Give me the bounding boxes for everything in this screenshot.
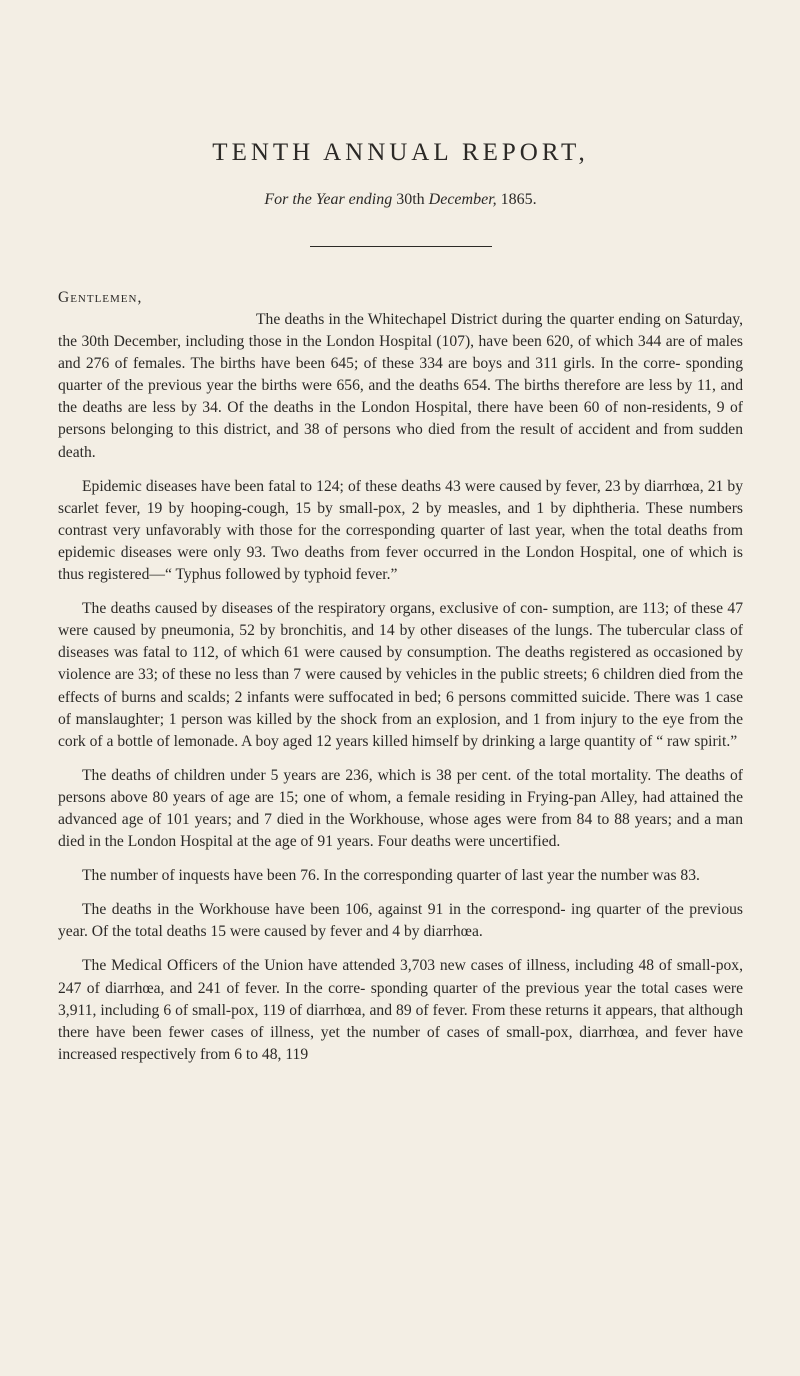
subtitle-year: 1865. (500, 191, 537, 208)
paragraph-respiratory-and-violence: The deaths caused by diseases of the respiratory organs, exclusive of con- sumption, are 113; of these 47 were caused by pneumonia, 52 by bronchitis, and 14 by other diseases of the lungs. The tubercular class of diseases was fatal to 112, of which 61 were caused by consumption. The deaths registered as occasioned by violence are 33; of these no less than 7 were caused by vehicles in the public streets; 6 children died from the effects of burns and scalds; 2 infants were suffocated in bed; 6 persons committed suicide. There was 1 case of manslaughter; 1 person was killed by the shock from an explosion, and 1 from injury to the eye from the cork of a bottle of lemonade. A boy aged 12 years killed himself by drinking a large quantity of “ raw spirit.” (58, 600, 743, 750)
paragraph-workhouse: The deaths in the Workhouse have been 106, against 91 in the correspond- ing quarter of the previous year. Of the total deaths 15 were caused by fever and 4 by diarrhœa. (58, 901, 743, 941)
paragraph-epidemic-diseases: Epidemic diseases have been fatal to 124; of these deaths 43 were caused by fever, 23 by diarrhœa, 21 by scarlet fever, 19 by hooping-cough, 15 by small-pox, 2 by measles, and 1 by diphtheria. These numbers contrast very unfavorably with those for the corresponding quarter of last year, when the total deaths from epidemic diseases were only 93. Two deaths from fever occurred in the London Hospital, one of which is thus registered—“ Typhus followed by typhoid fever.” (58, 477, 743, 584)
report-title: TENTH ANNUAL REPORT, (212, 139, 589, 166)
paragraph-medical-officers: The Medical Officers of the Union have attended 3,703 new cases of illness, including 48 of small-pox, 247 of diarrhœa, and 241 of fever. In the corre- sponding quarter of the previous year the total cases were 3,911, including 6 of small-pox, 119 of diarrhœa, and 89 of fever. From these returns it appears, that although there have been fewer cases of illness, yet the number of cases of small-pox, diarrhœa, and fever have increased respectively from 6 to 48, 119 (58, 957, 743, 1063)
paragraph-children-and-elderly: The deaths of children under 5 years are 236, which is 38 per cent. of the total mortality. The deaths of persons above 80 years of age are 15; one of whom, a female residing in Frying-pan Alley, had attained the advanced age of 101 years; and 7 died in the Workhouse, whose ages were from 84 to 88 years; and a man died in the London Hospital at the age of 91 years. Four deaths were uncertified. (58, 766, 743, 851)
subtitle-prefix: For the Year ending (264, 191, 393, 208)
report-subtitle (58, 190, 743, 210)
title-divider (310, 246, 492, 247)
paragraph-deaths-summary: The deaths in the Whitechapel District during the quarter ending on Saturday, the 30th December, including those in the London Hospital (107), have been 620, of which 344 are of males and 276 of females. The births have been 645; of these 334 are boys and 311 girls. In the corre- sponding quarter of the previous year the births were 656, and the deaths 654. The births therefore are less by 11, and the deaths are less by 34. Of the deaths in the London Hospital, there have been 60 of non-residents, 9 of persons belonging to this district, and 38 of persons who died from the result of accident and from sudden death. (58, 311, 743, 461)
paragraph-inquests: The number of inquests have been 76. In the corresponding quarter of last year the number was 83. (82, 867, 700, 885)
subtitle-month: December, (428, 191, 497, 208)
salutation: Gentlemen, (58, 289, 143, 306)
subtitle-day: 30th (396, 191, 425, 208)
